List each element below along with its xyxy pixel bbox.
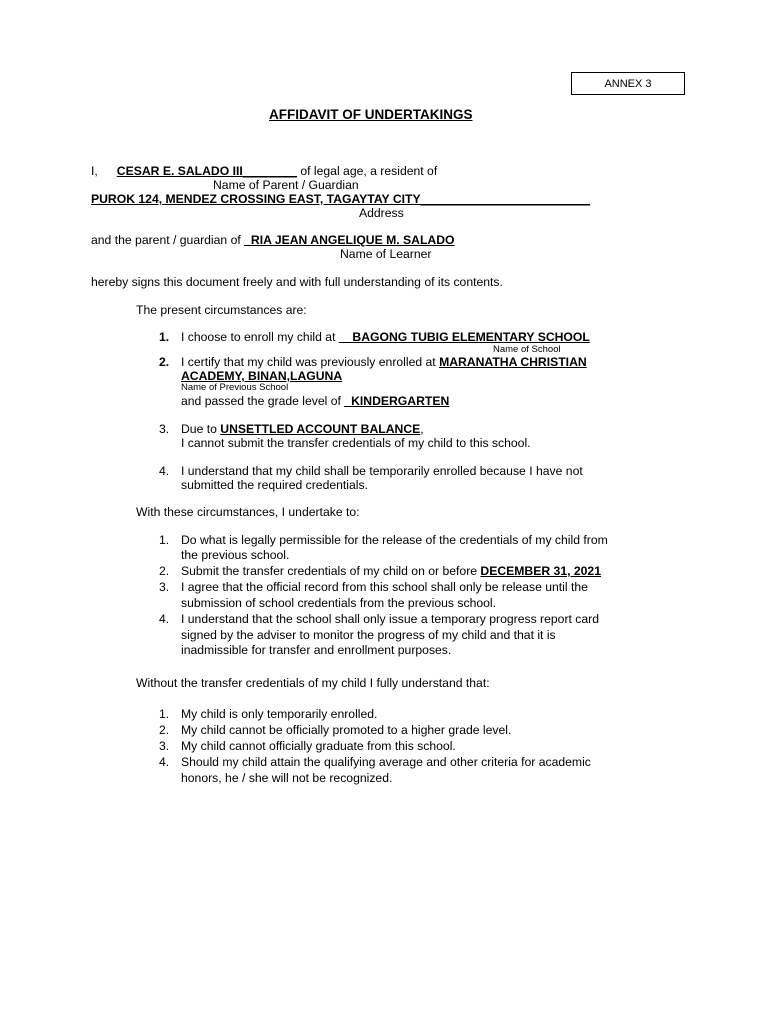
circ-item3-line2: I cannot submit the transfer credentials of my child to this school. bbox=[181, 436, 531, 450]
grade-line bbox=[181, 394, 449, 408]
parent-name: CESAR E. SALADO III bbox=[116, 164, 243, 178]
without-item3-number: 3. bbox=[159, 739, 170, 753]
circ-item4-number: 4. bbox=[159, 464, 170, 478]
circ-item2-text: I certify that my child was previously enrolled at bbox=[181, 355, 440, 369]
previous-school-caption: Name of Previous School bbox=[181, 382, 289, 393]
hereby-statement: hereby signs this document freely and with full understanding of its contents. bbox=[91, 275, 503, 289]
undertake-item4-number: 4. bbox=[159, 612, 170, 626]
school-caption: Name of School bbox=[493, 344, 561, 355]
circ-item3-text: Due to bbox=[181, 422, 221, 436]
undertake-item4-line1: I understand that the school shall only issue a temporary progress report card bbox=[181, 612, 599, 626]
undertake-item4-line2: signed by the adviser to monitor the progress of my child and that it is bbox=[181, 628, 556, 642]
submission-deadline: DECEMBER 31, 2021 bbox=[480, 564, 601, 578]
document-title: AFFIDAVIT OF UNDERTAKINGS bbox=[269, 107, 473, 122]
circumstances-heading: The present circumstances are: bbox=[136, 303, 307, 317]
intro-after-name: of legal age, a resident of bbox=[296, 164, 438, 178]
undertake-item1-line1: Do what is legally permissible for the release of the credentials of my child from bbox=[181, 533, 608, 547]
learner-prefix: and the parent / guardian of bbox=[91, 233, 245, 247]
without-heading: Without the transfer credentials of my child I fully understand that: bbox=[136, 676, 490, 690]
circ-item1 bbox=[181, 330, 590, 344]
undertake-item2-number: 2. bbox=[159, 564, 170, 578]
without-item1-number: 1. bbox=[159, 707, 170, 721]
annex-label: ANNEX 3 bbox=[604, 78, 652, 90]
undertake-item4-line3: inadmissible for transfer and enrollment purposes. bbox=[181, 643, 452, 657]
learner-name: _RIA JEAN ANGELIQUE M. SALADO bbox=[244, 233, 455, 247]
address-value: PUROK 124, MENDEZ CROSSING EAST, TAGAYTAY CITY bbox=[91, 192, 421, 206]
address-blank: _________________________ bbox=[420, 192, 591, 206]
undertake-item1-line2: the previous school. bbox=[181, 548, 290, 562]
intro-line bbox=[91, 164, 437, 178]
circ-item1-number: 1. bbox=[159, 330, 170, 344]
parent-name-blank: ________ bbox=[242, 164, 297, 178]
grade-level: _KINDERGARTEN bbox=[344, 394, 450, 408]
previous-school-line2: ACADEMY, BINAN,LAGUNA bbox=[181, 369, 343, 383]
circ-item3-comma: , bbox=[420, 422, 424, 436]
enroll-school-name: __BAGONG TUBIG ELEMENTARY SCHOOL bbox=[338, 330, 590, 344]
undertake-item3-number: 3. bbox=[159, 580, 170, 594]
circ-item2 bbox=[181, 355, 587, 369]
previous-school-line1: MARANATHA CHRISTIAN bbox=[439, 355, 587, 369]
without-item2-number: 2. bbox=[159, 723, 170, 737]
grade-text: and passed the grade level of bbox=[181, 394, 345, 408]
circ-item3-number: 3. bbox=[159, 422, 170, 436]
annex-label-box bbox=[571, 72, 685, 95]
without-item3: My child cannot officially graduate from this school. bbox=[181, 739, 456, 753]
parent-caption: Name of Parent / Guardian bbox=[213, 178, 359, 192]
circ-item4-line1: I understand that my child shall be temporarily enrolled because I have not bbox=[181, 464, 583, 478]
learner-caption: Name of Learner bbox=[340, 247, 432, 261]
circ-item3 bbox=[181, 422, 424, 436]
circ-item1-text: I choose to enroll my child at bbox=[181, 330, 339, 344]
learner-line bbox=[91, 233, 455, 247]
without-item2: My child cannot be officially promoted to a higher grade level. bbox=[181, 723, 512, 737]
undertake-item1-number: 1. bbox=[159, 533, 170, 547]
intro-i-prefix: I, bbox=[91, 164, 98, 178]
circ-item2-number: 2. bbox=[159, 355, 170, 369]
undertake-item3-line2: submission of school credentials from the previous school. bbox=[181, 596, 496, 610]
without-item1: My child is only temporarily enrolled. bbox=[181, 707, 378, 721]
without-item4-number: 4. bbox=[159, 755, 170, 769]
address-line bbox=[91, 192, 590, 206]
undertake-item2-text: Submit the transfer credentials of my child on or before bbox=[181, 564, 481, 578]
without-item4-line2: honors, he / she will not be recognized. bbox=[181, 771, 393, 785]
undertake-item3-line1: I agree that the official record from this school shall only be release until the bbox=[181, 580, 588, 594]
undertake-item2 bbox=[181, 564, 601, 578]
address-caption: Address bbox=[359, 206, 404, 220]
without-item4-line1: Should my child attain the qualifying average and other criteria for academic bbox=[181, 755, 591, 769]
unsettled-reason: UNSETTLED ACCOUNT BALANCE bbox=[220, 422, 421, 436]
undertake-heading: With these circumstances, I undertake to: bbox=[136, 505, 360, 519]
circ-item4-line2: submitted the required credentials. bbox=[181, 478, 368, 492]
